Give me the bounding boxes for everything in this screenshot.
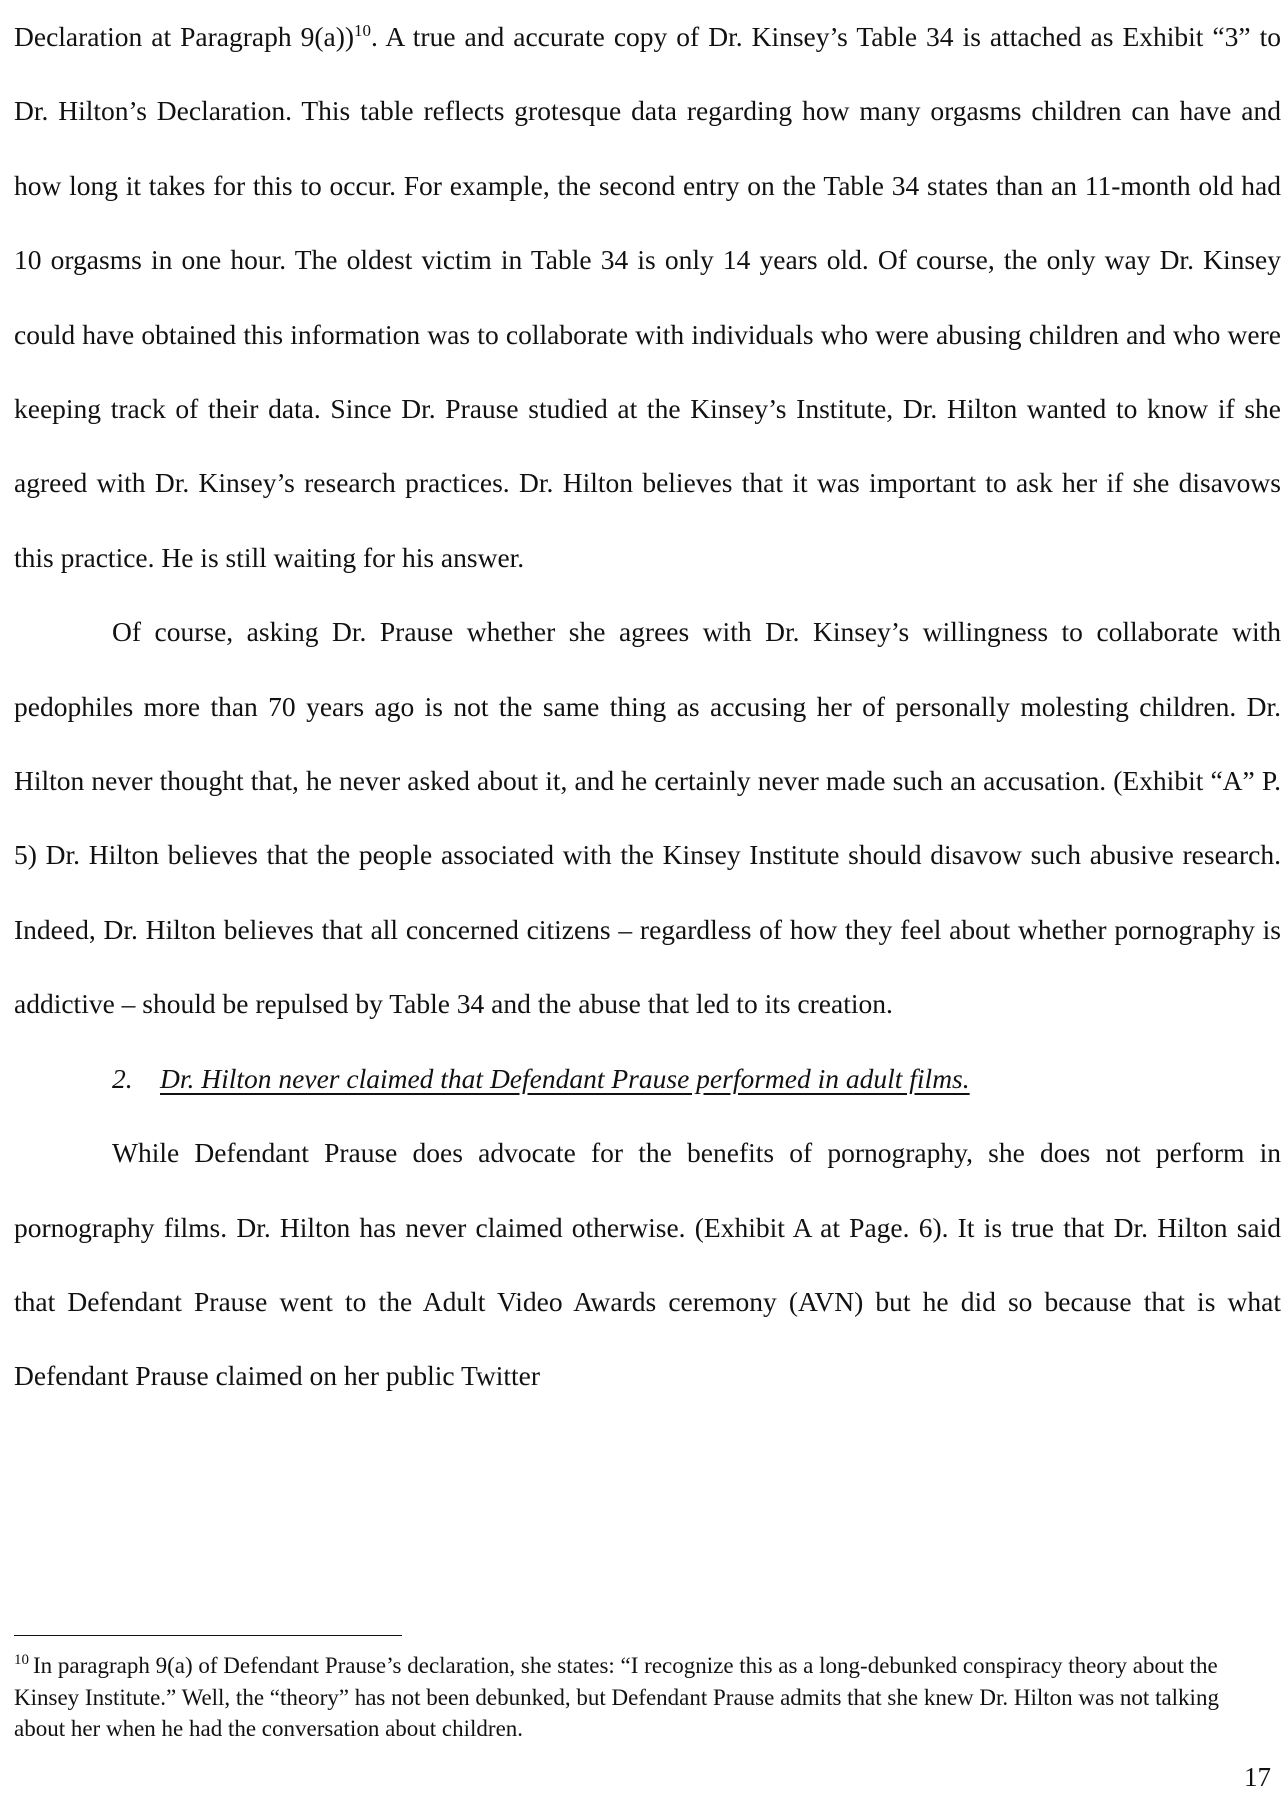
paragraph-text: . A true and accurate copy of Dr. Kinsey’s Table 34 is attached as Exhibit “3” to Dr. Hilton’s Declaration. This table reflects grotesque data regarding how many orgasms children can have and how long it takes for this to occur. For example, the second entry on the Table 34 states than an 11-month old had 10 orgasms in one hour. The oldest victim in Table 34 is only 14 years old. Of course, the only way Dr. Kinsey could have obtained this information was to collaborate with individuals who were abusing children and who were keeping track of their data. Since Dr. Prause studied at the Kinsey’s Institute, Dr. Hilton wanted to know if she agreed with Dr. Kinsey’s research practices. Dr. Hilton believes that it was important to ask her if she disavows this practice. He is still waiting for his answer. <box>14 21 1281 573</box>
paragraph-continued <box>14 0 1281 595</box>
paragraph-lead: Declaration at Paragraph 9(a)) <box>14 21 355 52</box>
paragraph-kinsey-institute: Of course, asking Dr. Prause whether she agrees with Dr. Kinsey’s willingness to collaborate with pedophiles more than 70 years ago is not the same thing as accusing her of personally molesting children. Dr. Hilton never thought that, he never asked about it, and he certainly never made such an accusation. (Exhibit “A” P. 5) Dr. Hilton believes that the people associated with the Kinsey Institute should disavow such abusive research. Indeed, Dr. Hilton believes that all concerned citizens – regardless of how they feel about whether pornography is addictive – should be repulsed by Table 34 and the abuse that led to its creation. <box>14 616 1281 1020</box>
page-number: 17 <box>1244 1762 1271 1792</box>
paragraph-adult-films: While Defendant Prause does advocate for the benefits of pornography, she does not perform in pornography films. Dr. Hilton has never claimed otherwise. (Exhibit A at Page. 6). It is true that Dr. Hilton said that Defendant Prause went to the Adult Video Awards ceremony (AVN) but he did so because that is what Defendant Prause claimed on her public Twitter <box>14 1137 1281 1392</box>
footnote-number: 10 <box>14 1652 29 1669</box>
section-heading-title: Dr. Hilton never claimed that Defendant Prause performed in adult films. <box>160 1062 970 1094</box>
section-heading-number: 2. <box>112 1062 133 1094</box>
footnote-reference[interactable]: 10 <box>354 20 372 40</box>
section-heading <box>14 1042 1281 1116</box>
footnote-separator <box>14 1635 402 1636</box>
footnote <box>14 1650 1269 1745</box>
body-text <box>14 0 1281 1414</box>
footnote-text: In paragraph 9(a) of Defendant Prause’s declaration, she states: “I recognize this as a long-debunked conspiracy theory about the Kinsey Institute.” Well, the “theory” has not been debunked, but Defendant Prause admits that she knew Dr. Hilton was not talking about her when he had the conversation about children. <box>14 1653 1219 1741</box>
